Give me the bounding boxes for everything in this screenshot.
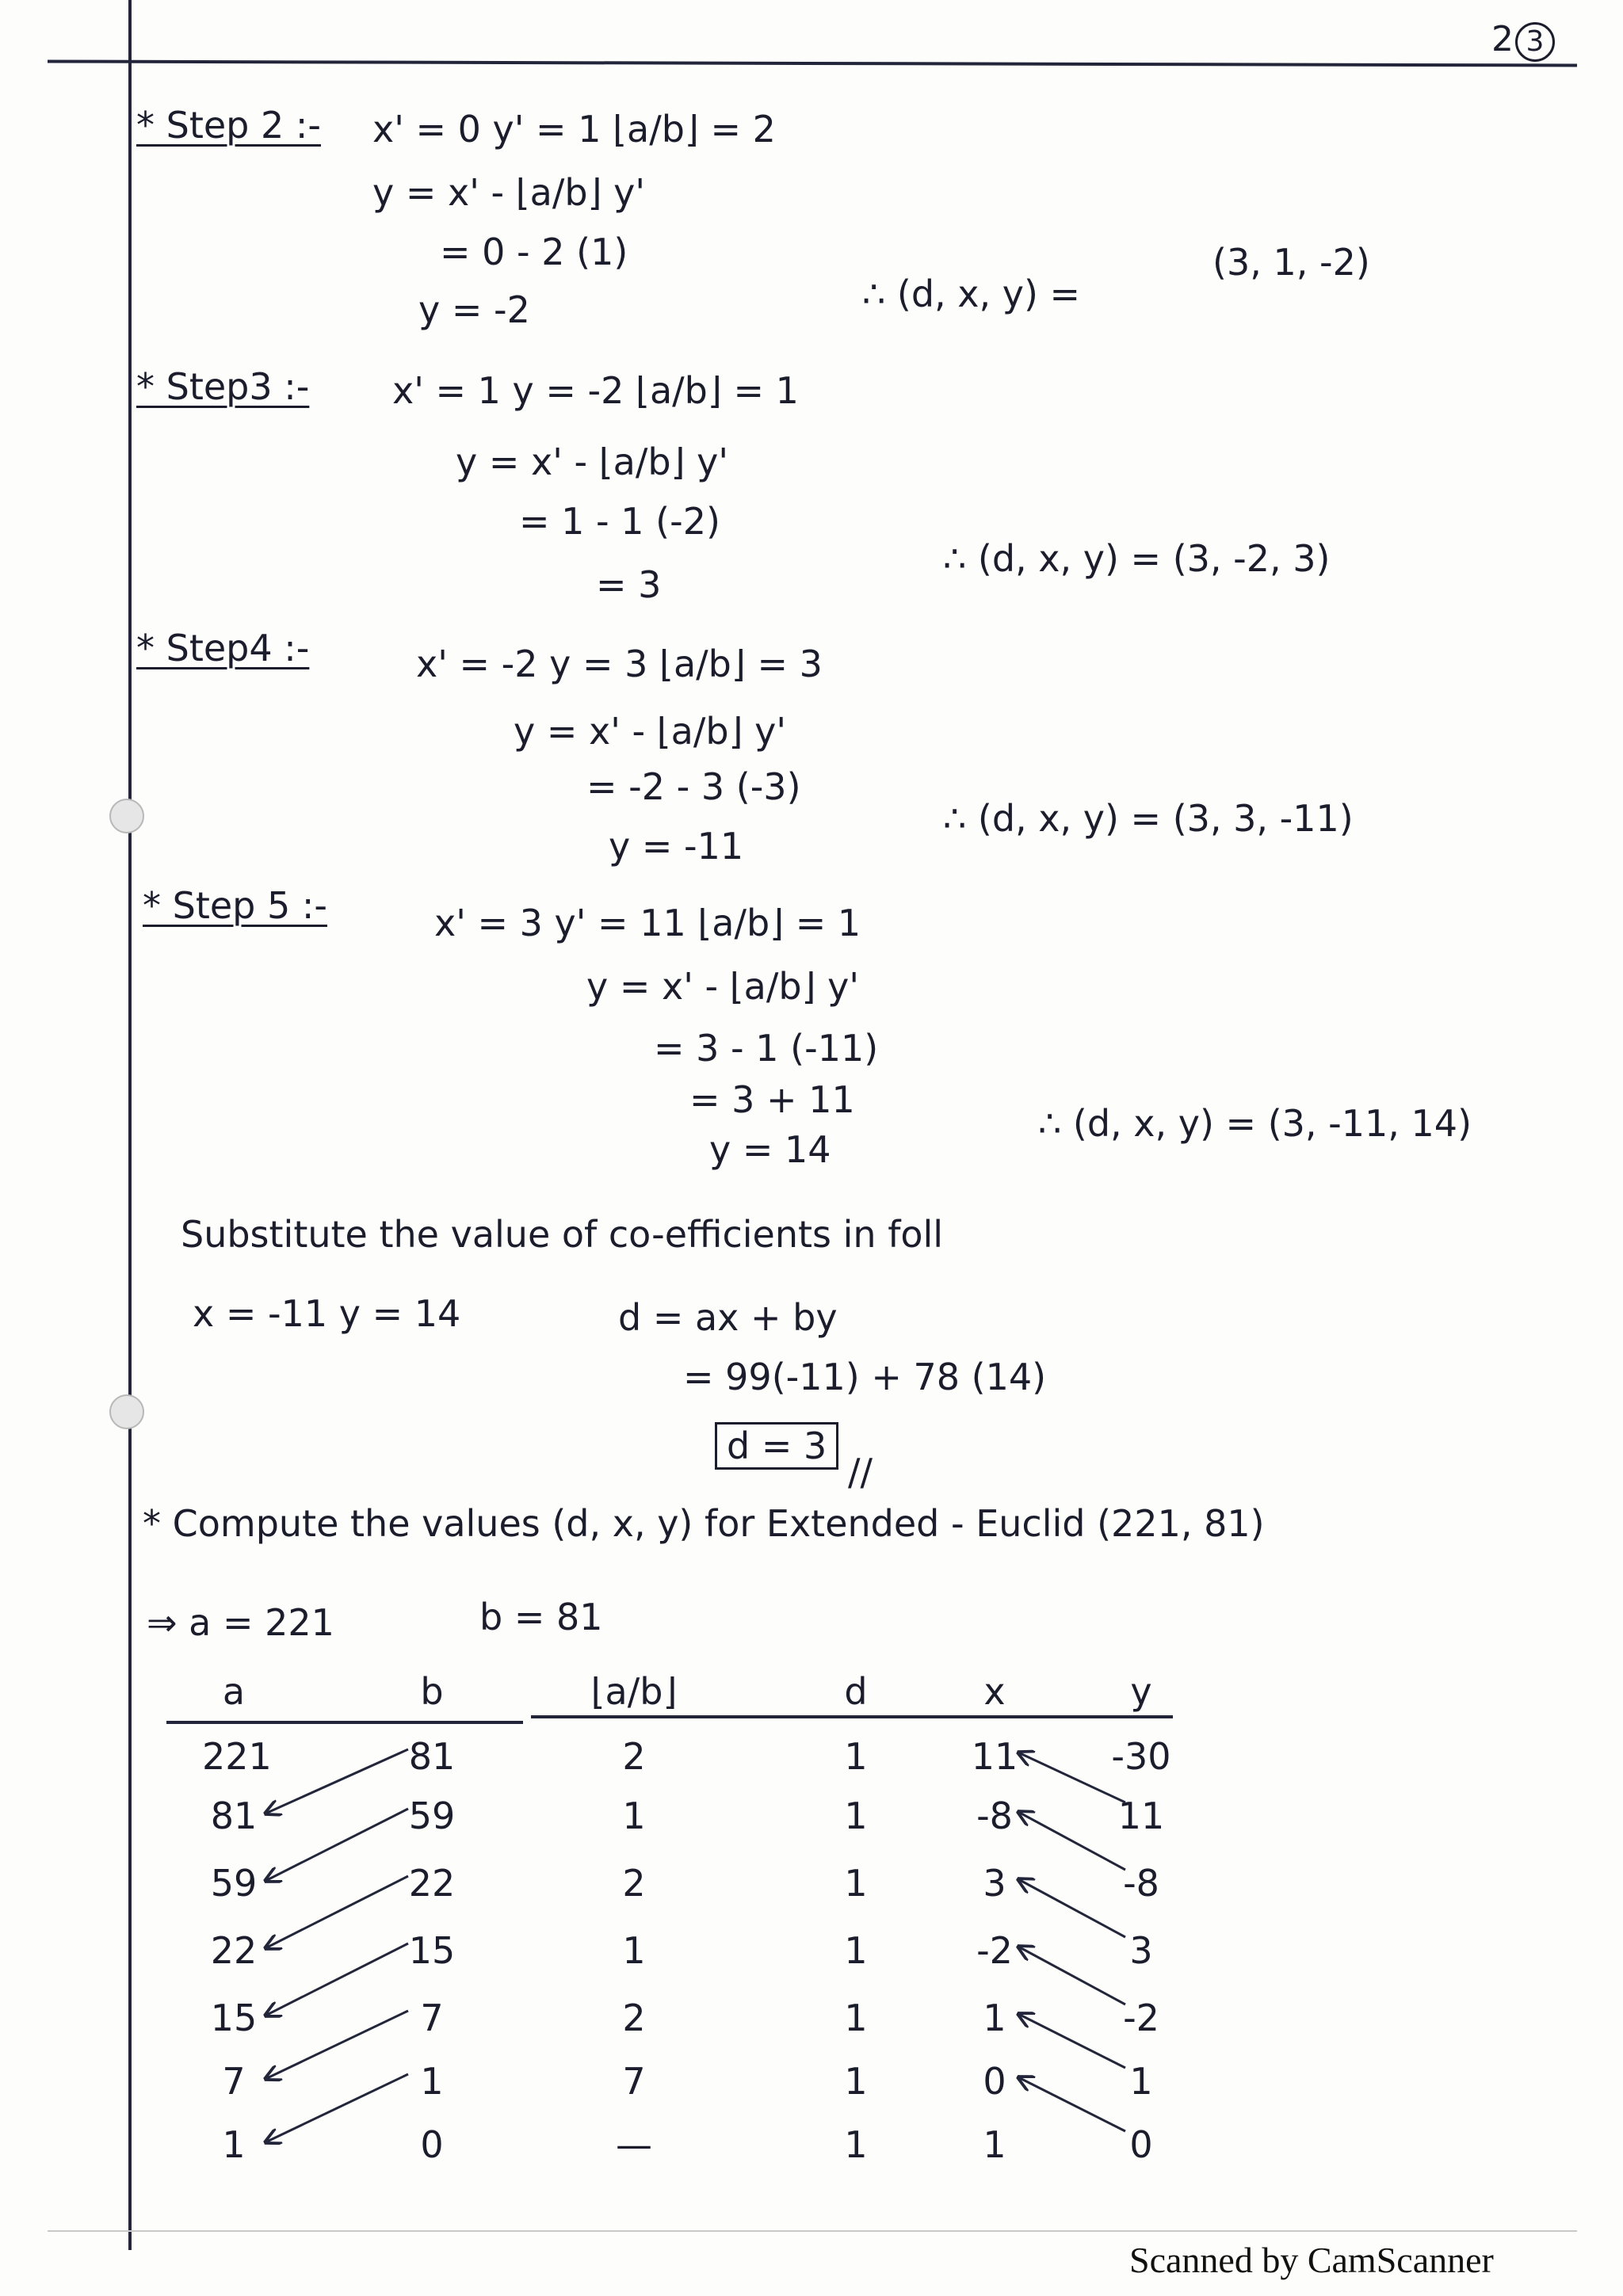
table-cell: 22	[210, 1929, 258, 1972]
step2-condition: x' = 0 y' = 1 ⌊a/b⌋ = 2	[372, 108, 776, 151]
table-cell: 1	[983, 1997, 1006, 2039]
y-to-x-arrow	[1018, 1947, 1125, 2004]
step5-sum: = 3 + 11	[689, 1078, 855, 1121]
y-to-x-arrow	[1018, 1812, 1125, 1870]
table-cell: 7	[420, 1997, 444, 2039]
step4-condition: x' = -2 y = 3 ⌊a/b⌋ = 3	[416, 643, 823, 685]
table-cell: 81	[210, 1794, 258, 1837]
step4-label: * Step4 :-	[136, 627, 310, 669]
scanner-watermark: Scanned by CamScanner	[1129, 2240, 1494, 2280]
table-cell: 1	[983, 2123, 1006, 2166]
y-to-x-arrow	[1018, 1753, 1125, 1802]
step4-result: ∴ (d, x, y) = (3, 3, -11)	[943, 797, 1354, 840]
step5-substitution: = 3 - 1 (-11)	[654, 1027, 879, 1070]
step5-y-value: y = 14	[709, 1128, 831, 1171]
table-cell: 1	[222, 2123, 246, 2166]
table-cell: 1	[844, 1929, 868, 1972]
table-cell: -8	[976, 1794, 1013, 1837]
b-to-a-arrow	[265, 1749, 408, 1814]
b-to-a-arrow	[265, 1876, 408, 1948]
y-to-x-arrow	[1018, 2014, 1125, 2068]
table-cell: 1	[1129, 2060, 1153, 2103]
step3-formula: y = x' - ⌊a/b⌋ y'	[456, 441, 728, 483]
step5-condition: x' = 3 y' = 11 ⌊a/b⌋ = 1	[434, 902, 861, 944]
table-cell: 0	[1129, 2123, 1153, 2166]
substitute-result-box: d = 3	[715, 1422, 838, 1470]
table-cell: 1	[844, 1862, 868, 1905]
table-cell: 11	[971, 1735, 1018, 1778]
table-cell: —	[616, 2123, 652, 2166]
table-cell: 59	[408, 1794, 456, 1837]
step3-condition: x' = 1 y = -2 ⌊a/b⌋ = 1	[392, 369, 799, 412]
table-cell: 7	[622, 2060, 646, 2103]
step2-result-lhs: ∴ (d, x, y) =	[862, 273, 1081, 315]
step2-formula: y = x' - ⌊a/b⌋ y'	[372, 171, 645, 214]
table-cell: 1	[844, 1735, 868, 1778]
table-cell: 2	[622, 1735, 646, 1778]
table-cell: 81	[408, 1735, 456, 1778]
step3-substitution: = 1 - 1 (-2)	[519, 500, 720, 543]
page-number-circled: 3	[1515, 22, 1555, 62]
table-header-1: b	[420, 1670, 444, 1713]
b-to-a-arrow	[265, 1809, 408, 1881]
table-cell: -8	[1123, 1862, 1159, 1905]
table-cell: 1	[844, 2060, 868, 2103]
table-cell: 221	[202, 1735, 272, 1778]
step4-formula: y = x' - ⌊a/b⌋ y'	[514, 710, 786, 753]
page-number-main: 2	[1491, 19, 1514, 59]
b-to-a-arrow	[265, 2074, 408, 2142]
b-to-a-arrow	[265, 2011, 408, 2079]
table-header-3: d	[844, 1670, 868, 1713]
step3-label: * Step3 :-	[136, 365, 310, 408]
table-cell: 1	[420, 2060, 444, 2103]
step4-substitution: = -2 - 3 (-3)	[586, 765, 801, 808]
table-cell: 1	[844, 1997, 868, 2039]
table-cell: 1	[844, 2123, 868, 2166]
step5-label: * Step 5 :-	[143, 884, 327, 927]
step2-substitution: = 0 - 2 (1)	[440, 231, 628, 273]
table-cell: 2	[622, 1997, 646, 2039]
step2-result-rhs: (3, 1, -2)	[1212, 241, 1370, 284]
step3-y-value: = 3	[596, 563, 662, 606]
table-cell: -2	[976, 1929, 1013, 1972]
table-cell: 3	[1129, 1929, 1153, 1972]
table-cell: 59	[210, 1862, 258, 1905]
step2-label: * Step 2 :-	[136, 104, 321, 147]
step3-result: ∴ (d, x, y) = (3, -2, 3)	[943, 537, 1331, 580]
given-b: b = 81	[479, 1596, 603, 1638]
table-cell: -2	[1123, 1997, 1159, 2039]
table-cell: 11	[1117, 1794, 1165, 1837]
table-cell: 0	[983, 2060, 1006, 2103]
step4-y-value: y = -11	[609, 825, 744, 868]
substitute-equation: d = ax + by	[618, 1296, 838, 1339]
given-a: ⇒ a = 221	[147, 1601, 334, 1644]
substitute-heading: Substitute the value of co-efficients in foll	[181, 1213, 944, 1256]
table-cell: 15	[408, 1929, 456, 1972]
table-cell: 2	[622, 1862, 646, 1905]
compute-heading: * Compute the values (d, x, y) for Extended - Euclid (221, 81)	[143, 1502, 1265, 1545]
table-cell: -30	[1111, 1735, 1171, 1778]
table-cell: 1	[622, 1794, 646, 1837]
step5-result: ∴ (d, x, y) = (3, -11, 14)	[1038, 1102, 1472, 1145]
substitute-values: = 99(-11) + 78 (14)	[683, 1356, 1047, 1398]
b-to-a-arrow	[265, 1943, 408, 2016]
table-cell: 1	[844, 1794, 868, 1837]
table-cell: 0	[420, 2123, 444, 2166]
y-to-x-arrow	[1018, 2077, 1125, 2131]
table-header-4: x	[983, 1670, 1006, 1713]
substitute-xy: x = -11 y = 14	[193, 1292, 461, 1335]
table-header-0: a	[222, 1670, 246, 1713]
step5-formula: y = x' - ⌊a/b⌋ y'	[586, 965, 859, 1008]
table-cell: 1	[622, 1929, 646, 1972]
y-to-x-arrow	[1018, 1879, 1125, 1937]
table-cell: 22	[408, 1862, 456, 1905]
substitute-result-tick: //	[848, 1451, 873, 1493]
table-header-2: ⌊a/b⌋	[590, 1670, 678, 1713]
table-cell: 7	[222, 2060, 246, 2103]
table-cell: 15	[210, 1997, 258, 2039]
table-cell: 3	[983, 1862, 1006, 1905]
step2-y-value: y = -2	[418, 288, 530, 331]
table-header-5: y	[1130, 1670, 1152, 1713]
